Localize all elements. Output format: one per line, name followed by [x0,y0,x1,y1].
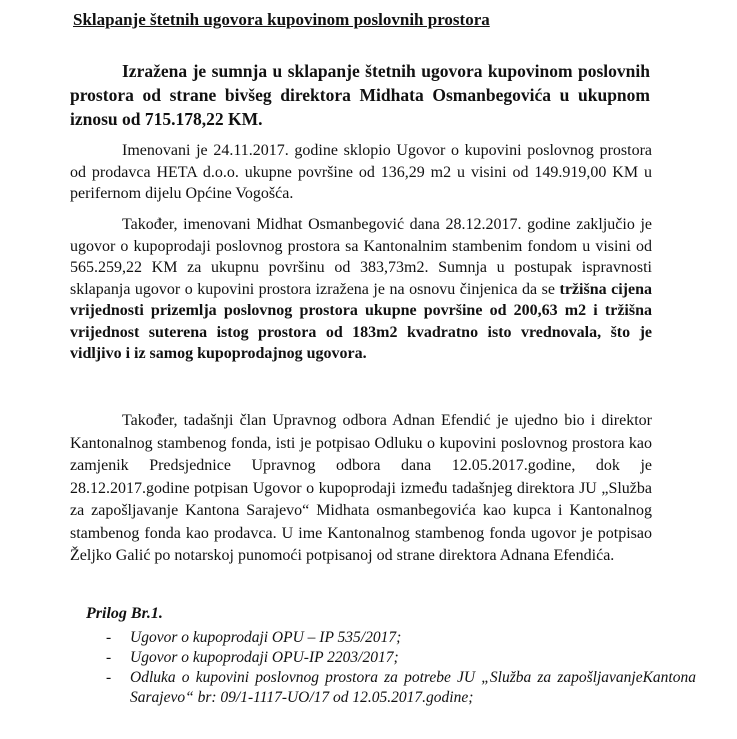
lead-paragraph: Izražena je sumnja u sklapanje štetnih ugovora kupovinom poslovnih prostora od strane bivšeg direktora Midhata Osmanbegovića u ukupnom iznosu od 715.178,22 KM. [70,61,650,129]
paragraph-fund-purchase [70,214,652,365]
paragraph-fund-purchase-emphasis: tržišna cijena vrijednosti prizemlja poslovnog prostora ukupne površine od 200,63 m2 i tržišna vrijednost suterena istog prostora od 183m2 kvadratno isto vrednovala, što je vidljivo i iz samog kupoprodajnog ugovora. [70,280,652,362]
attachments-list [90,628,696,708]
list-item [90,648,696,668]
document-title: Sklapanje štetnih ugovora kupovinom poslovnih prostora [73,10,490,29]
paragraph-heta-purchase: Imenovani je 24.11.2017. godine sklopio Ugovor o kupovini poslovnog prostora od prodavca HETA d.o.o. ukupne površine od 136,29 m2 u visini od 149.919,00 KM u perifernom dijelu Općine Vogošća. [70,142,652,202]
list-dash: - [106,629,112,646]
attachment-item-label: Odluka o kupovini poslovnog prostora za potrebe JU „Služba za zapošljavanjeKantona Sarajevo“ br: 09/1-1117-UO/17 od 12.05.2017.godine; [130,669,696,706]
paragraph-fund-purchase-text: Također, imenovani Midhat Osmanbegović dana 28.12.2017. godine zaključio je ugovor o kupoprodaji poslovnog prostora sa Kantonalnim stambenim fondom u visini od 565.259,22 KM za ukupnu površinu od 383,73m2. Sumnja u postupak ispravnosti sklapanja ugovor o kupovini prostora izražena je na osnovu činjenica da se [70,216,652,298]
attachment-item-label: Ugovor o kupoprodaji OPU-IP 2203/2017; [130,649,399,666]
attachment-item-label: Ugovor o kupoprodaji OPU – IP 535/2017; [130,629,402,646]
list-item [90,668,696,708]
list-dash: - [106,669,112,686]
list-dash: - [106,649,112,666]
paragraph-board-member: Također, tadašnji član Upravnog odbora Adnan Efendić je ujedno bio i direktor Kantonalnog stambenog fonda, isti je potpisao Odluku o kupovini poslovnog prostora kao zamjenik Predsjednice Upravnog odbora dana 12.05.2017.godine, dok je 28.12.2017.godine potpisan Ugovor o kupoprodaji između tadašnjeg direktora JU „Služba za zapošljavanje Kantona Sarajevo“ Midhata osmanbegovića kao kupca i Kantonalnog stambenog fonda kao prodavca. U ime Kantonalnog stambenog fonda ugovor je potpisao Željko Galić po notarskoj punomoći potpisanoj od strane direktora Adnana Efendića. [70,412,652,564]
attachments-heading: Prilog Br.1. [86,605,163,622]
list-item [90,628,696,648]
